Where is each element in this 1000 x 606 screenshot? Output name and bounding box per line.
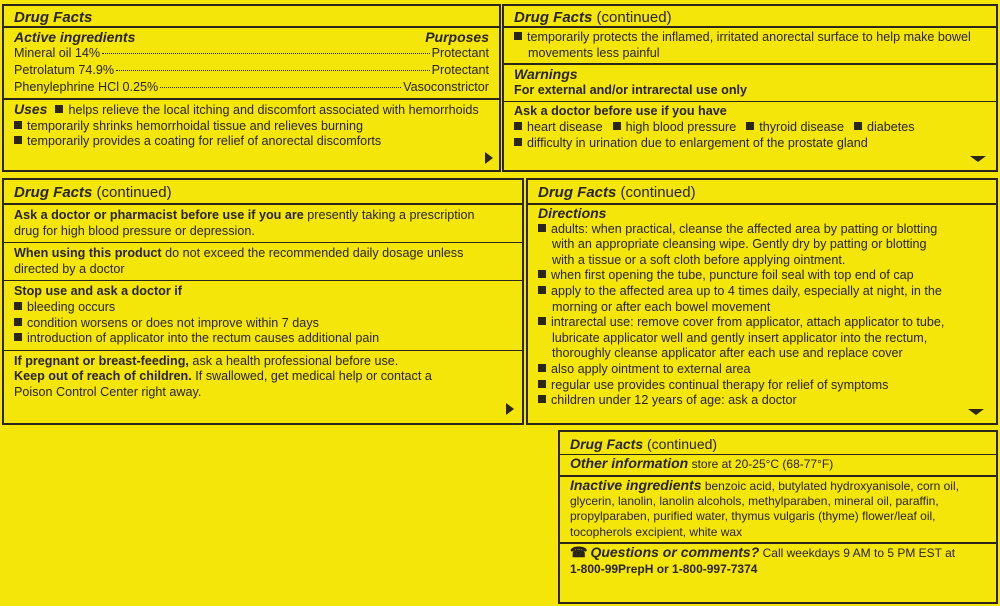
panel-title: Drug Facts (continued)	[538, 184, 696, 201]
bullet-icon	[538, 270, 546, 278]
continue-arrow-icon	[970, 156, 986, 162]
bullet-icon	[14, 302, 22, 310]
other-information: Other information store at 20-25°C (68-77°F)	[570, 455, 834, 471]
phone-icon: ☎	[570, 544, 588, 561]
warnings-heading: Warnings	[514, 66, 578, 83]
bullet-icon	[538, 380, 546, 388]
uses-list-item: temporarily provides a coating for relief of anorectal discomforts	[14, 134, 489, 150]
bullet-icon	[538, 286, 546, 294]
drug-facts-panel-5: Drug Facts (continued) Other information store at 20-25°C (68-77°F) Inactive ingredients benzoic acid, butylated hydroxyanisole, corn oil, glycerin, lanolin, lanolin alcohols, methylparaben, mineral oil, paraffin, propylparaben, purified water, thymus vulgaris (thyme) flower/leaf oil, tocopherols excipient, white wax ☎ Questions or comments? Call weekdays 9 AM to 5 PM EST at 1-800-99PrepH or 1-800-997-7374	[558, 430, 998, 604]
direction-item: apply to the affected area up to 4 times daily, especially at night, in the	[538, 284, 986, 300]
panel-title: Drug Facts	[14, 9, 93, 26]
panel-title: Drug Facts (continued)	[514, 9, 672, 26]
directions-heading: Directions	[538, 205, 607, 221]
continue-arrow-icon	[485, 152, 493, 164]
bullet-icon	[14, 121, 22, 129]
continue-arrow-icon	[506, 403, 514, 415]
bullet-icon	[854, 122, 862, 130]
drug-facts-panel-3: Drug Facts (continued) Ask a doctor or pharmacist before use if you are presently taking a prescription drug for high blood pressure or depression. When using this product do not exceed the recommended daily dosage unless directed by a doctor Stop use and ask a doctor if bleeding occurs condition worsens or does not improve within 7 days introduction of applicator into the rectum causes additional pain If pregnant or breast-feeding, ask a health professional before use. Keep out of reach of children. If swallowed, get medical help or contact a Poison Control Center right away.	[2, 178, 524, 425]
ask-pharmacist-text: Ask a doctor or pharmacist before use if you are presently taking a prescription	[14, 208, 475, 222]
uses-list-item: Uses helps relieve the local itching and discomfort associated with hemorrhoids	[14, 101, 479, 117]
bullet-icon	[514, 32, 522, 40]
conditions-list: heart disease high blood pressure thyroid disease diabetes	[514, 120, 986, 136]
active-ingredients-heading: Active ingredients	[14, 29, 136, 45]
panel-title: Drug Facts (continued)	[570, 436, 718, 452]
bullet-icon	[538, 364, 546, 372]
continue-arrow-icon	[968, 409, 984, 415]
phone-numbers: 1-800-99PrepH or 1-800-997-7374	[570, 561, 758, 576]
bullet-icon	[514, 138, 522, 146]
ingredient-row: Mineral oil 14% Protectant	[14, 46, 489, 60]
bullet-icon	[55, 105, 63, 113]
direction-item: also apply ointment to external area	[538, 362, 986, 378]
drug-facts-panel-1	[2, 4, 501, 172]
bullet-icon	[14, 333, 22, 341]
stop-list-item: bleeding occurs	[14, 300, 512, 316]
when-using-text: When using this product do not exceed the recommended daily dosage unless	[14, 246, 464, 261]
uses-list-item: temporarily shrinks hemorrhoidal tissue and relieves burning	[14, 119, 489, 135]
pregnancy-text: If pregnant or breast-feeding, ask a health professional before use.	[14, 353, 399, 368]
bullet-icon	[14, 136, 22, 144]
ingredient-row: Petrolatum 74.9% Protectant	[14, 63, 489, 77]
warnings-subheading: For external and/or intrarectal use only	[514, 82, 748, 97]
uses-heading: Uses	[14, 101, 48, 117]
direction-item: children under 12 years of age: ask a doctor	[538, 393, 986, 409]
stop-list-item: introduction of applicator into the rectum causes additional pain	[14, 331, 512, 347]
drug-facts-panel-4: Drug Facts (continued) Directions adults: when practical, cleanse the affected area by patting or blotting with an appropriate cleansing wipe. Gently dry by patting or blotting with a tissue or a soft cloth before applying ointment. when first opening the tube, puncture foil seal with top end of cap apply to the affected area up to 4 times daily, especially at night, in the morning or after each bowel movement intrarectal use: remove cover from applicator, attach applicator to tube, lubricate applicator well and gently insert applicator into the rectum, thoroughly cleanse applicator after each use and replace cover also apply ointment to external area regular use provides continual therapy for relief of symptoms children under 12 years of age: ask a doctor	[526, 178, 998, 425]
bullet-icon	[14, 318, 22, 326]
direction-item: regular use provides continual therapy for relief of symptoms	[538, 378, 986, 394]
bullet-icon	[538, 317, 546, 325]
keep-out-text: Keep out of reach of children. If swallowed, get medical help or contact a	[14, 369, 432, 384]
bullet-icon	[538, 395, 546, 403]
purposes-heading: Purposes	[425, 29, 489, 45]
direction-item: intrarectal use: remove cover from applicator, attach applicator to tube,	[538, 315, 986, 331]
conditions-list-item: difficulty in urination due to enlargement of the prostate gland	[514, 136, 986, 152]
ingredient-row: Phenylephrine HCl 0.25% Vasoconstrictor	[14, 80, 489, 94]
direction-item: when first opening the tube, puncture foil seal with top end of cap	[538, 268, 986, 284]
panel-title: Drug Facts (continued)	[14, 184, 172, 201]
bullet-icon	[514, 122, 522, 130]
stop-use-heading: Stop use and ask a doctor if	[14, 284, 182, 299]
stop-list-item: condition worsens or does not improve within 7 days	[14, 316, 512, 332]
bullet-icon	[538, 224, 546, 232]
uses-list-item: temporarily protects the inflamed, irritated anorectal surface to help make bowel	[514, 30, 986, 46]
ask-doctor-heading: Ask a doctor before use if you have	[514, 104, 727, 119]
questions-line: ☎ Questions or comments? Call weekdays 9 AM to 5 PM EST at	[570, 544, 956, 561]
direction-item: adults: when practical, cleanse the affected area by patting or blotting	[538, 222, 986, 238]
bullet-icon	[613, 122, 621, 130]
bullet-icon	[746, 122, 754, 130]
inactive-ingredients: Inactive ingredients benzoic acid, butylated hydroxyanisole, corn oil,	[570, 476, 959, 493]
drug-facts-panel-2: Drug Facts (continued) temporarily protects the inflamed, irritated anorectal surface to help make bowel movements less painful Warnings For external and/or intrarectal use only Ask a doctor before use if you have heart disease high blood pressure thyroid disease diabetes difficulty in urination due to enlargement of the prostate gland	[502, 4, 998, 172]
